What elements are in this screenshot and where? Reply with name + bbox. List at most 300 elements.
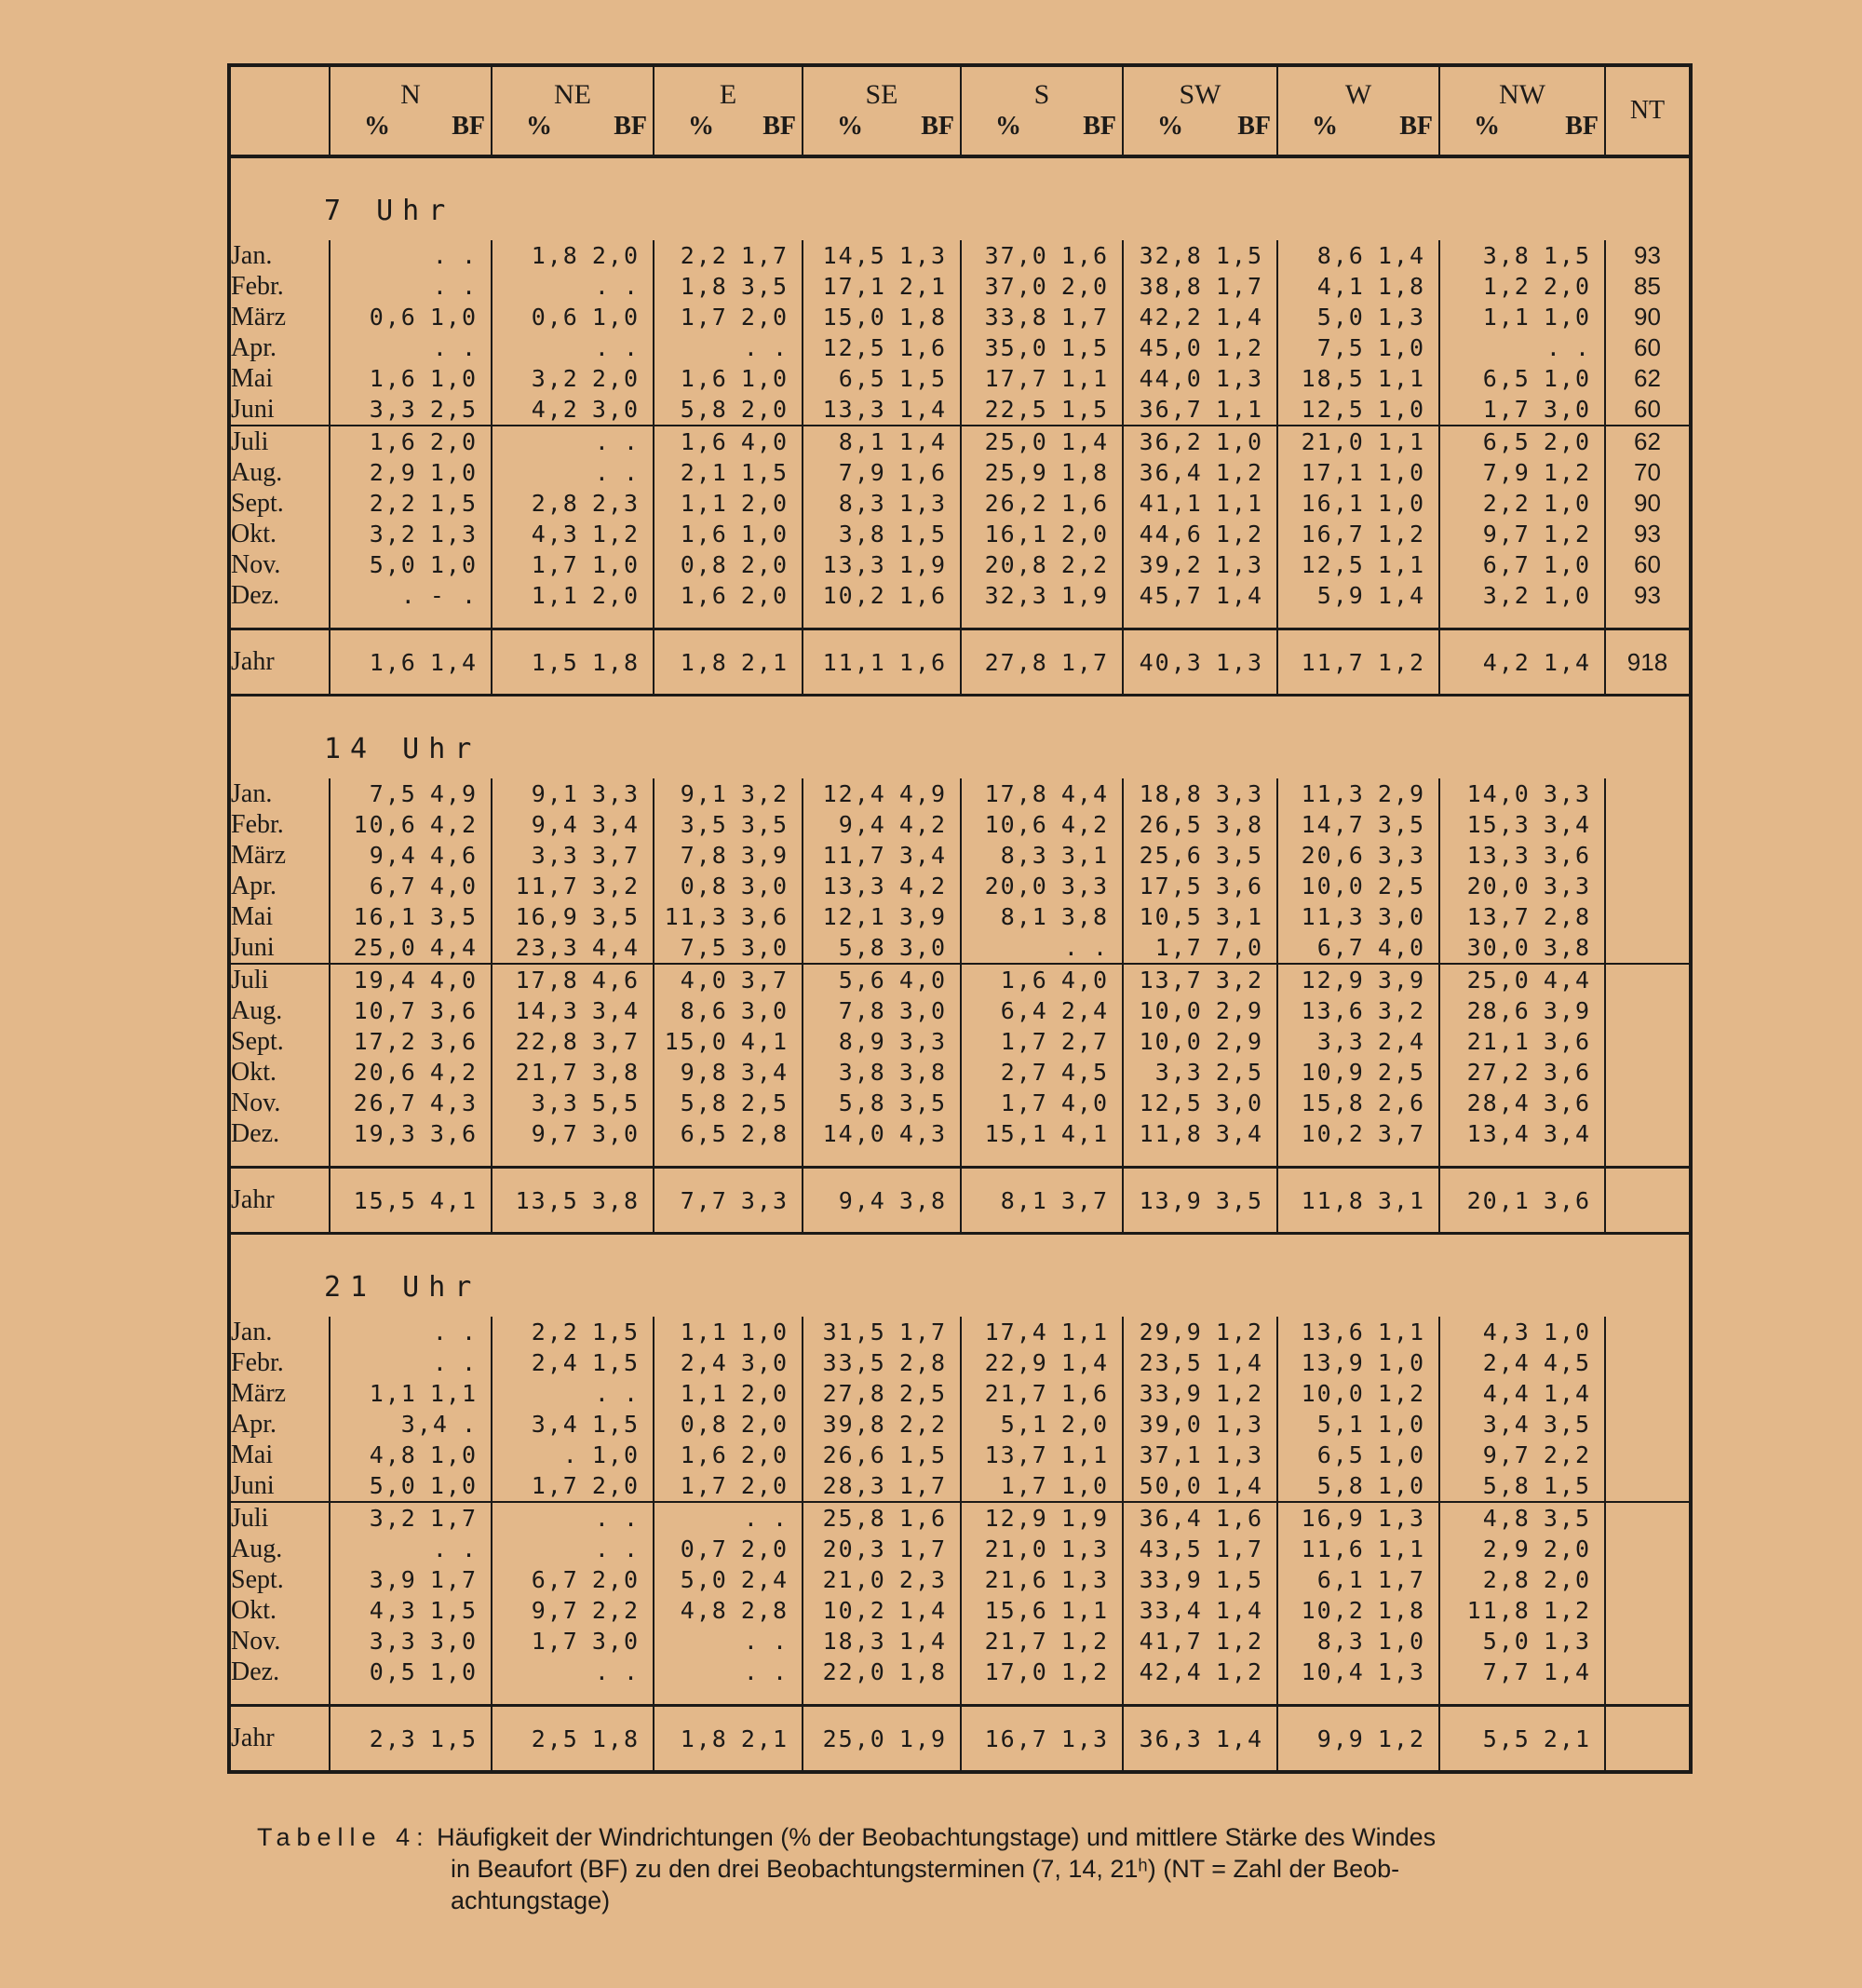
percent-value: 1,8 bbox=[680, 1724, 728, 1752]
bf-value: 1,1 bbox=[1060, 365, 1109, 392]
percent-value: 42,2 bbox=[1139, 304, 1203, 331]
value-cell bbox=[330, 426, 492, 457]
percent-value: . bbox=[400, 582, 417, 609]
value-pair bbox=[1278, 871, 1438, 901]
value-cell bbox=[803, 1088, 961, 1118]
value-cell bbox=[1123, 1534, 1277, 1564]
percent-value: 43,5 bbox=[1139, 1535, 1203, 1562]
bf-value: 1,6 bbox=[898, 648, 947, 676]
value-pair bbox=[1278, 649, 1438, 676]
percent-value: 10,9 bbox=[1301, 1059, 1365, 1086]
bf-value: 1,3 bbox=[1215, 648, 1263, 676]
month-label: Okt. bbox=[229, 1595, 330, 1626]
value-pair bbox=[962, 1118, 1122, 1149]
bf-value: . bbox=[772, 334, 789, 361]
percent-value: 19,3 bbox=[353, 1120, 417, 1147]
bf-value: 3,0 bbox=[740, 997, 789, 1024]
bf-value: 1,7 bbox=[1215, 273, 1263, 300]
value-pair bbox=[803, 840, 960, 871]
value-cell bbox=[803, 1118, 961, 1149]
value-pair bbox=[654, 457, 802, 488]
percent-value: 5,1 bbox=[1000, 1411, 1048, 1438]
bf-value: 4,4 bbox=[1543, 967, 1591, 994]
value-cell bbox=[1439, 457, 1605, 488]
bf-value: 1,0 bbox=[591, 304, 640, 331]
value-cell bbox=[961, 1626, 1123, 1657]
bf-value: 3,5 bbox=[1543, 1505, 1591, 1532]
header-direction bbox=[961, 65, 1123, 156]
bf-value: 1,0 bbox=[740, 521, 789, 548]
bf-value: 3,5 bbox=[1377, 811, 1425, 838]
bf-value: 4,0 bbox=[429, 872, 478, 899]
value-pair bbox=[492, 932, 653, 963]
nt-value bbox=[1605, 1317, 1691, 1347]
value-cell bbox=[330, 1378, 492, 1409]
spacer-cell bbox=[1123, 611, 1277, 629]
value-cell bbox=[961, 809, 1123, 840]
value-cell bbox=[654, 302, 803, 332]
percent-value: 5,0 bbox=[1482, 1628, 1531, 1655]
value-cell bbox=[961, 580, 1123, 611]
value-pair bbox=[1124, 965, 1276, 995]
bf-label: BF bbox=[1083, 112, 1116, 141]
bf-value: 1,7 bbox=[1060, 304, 1109, 331]
value-cell bbox=[961, 519, 1123, 549]
percent-value: 6,5 bbox=[1482, 365, 1531, 392]
month-label: Sept. bbox=[229, 488, 330, 519]
bf-value: 3,7 bbox=[1060, 1186, 1109, 1214]
value-pair bbox=[1124, 426, 1276, 457]
value-pair bbox=[1278, 965, 1438, 995]
value-pair bbox=[962, 1317, 1122, 1347]
bf-value: 1,2 bbox=[1377, 1380, 1425, 1407]
bf-value: 2,2 bbox=[898, 1411, 947, 1438]
table-row bbox=[229, 1026, 1691, 1057]
percent-value: 6,5 bbox=[838, 365, 886, 392]
bf-value: 3,0 bbox=[429, 1628, 478, 1655]
bf-value: 1,8 bbox=[591, 1724, 640, 1752]
value-cell bbox=[492, 1168, 654, 1234]
value-cell bbox=[654, 871, 803, 901]
percent-value: 25,8 bbox=[822, 1505, 886, 1532]
value-cell bbox=[961, 1657, 1123, 1687]
bf-value: 1,1 bbox=[1215, 396, 1263, 423]
value-cell bbox=[654, 549, 803, 580]
percent-value: 16,9 bbox=[1301, 1505, 1365, 1532]
bf-value: 4,9 bbox=[429, 780, 478, 807]
value-pair bbox=[1440, 240, 1604, 271]
value-pair bbox=[803, 363, 960, 394]
value-pair bbox=[1124, 1626, 1276, 1657]
bf-value: 3,0 bbox=[591, 1120, 640, 1147]
percent-value: 2,9 bbox=[369, 459, 417, 486]
percent-label: % bbox=[837, 112, 863, 141]
bf-value: 1,0 bbox=[740, 1319, 789, 1346]
value-pair bbox=[962, 1057, 1122, 1088]
spacer-cell bbox=[1439, 611, 1605, 629]
spacer-cell bbox=[229, 611, 330, 629]
value-cell bbox=[492, 1347, 654, 1378]
value-pair bbox=[803, 488, 960, 519]
percent-value: 1,6 bbox=[369, 428, 417, 455]
bf-value: 3,3 bbox=[1543, 872, 1591, 899]
value-cell bbox=[654, 488, 803, 519]
value-cell bbox=[961, 1026, 1123, 1057]
bf-value: 1,0 bbox=[1060, 1472, 1109, 1499]
value-pair bbox=[331, 426, 491, 457]
spacer-cell bbox=[961, 1149, 1123, 1168]
value-cell bbox=[1439, 1534, 1605, 1564]
value-pair bbox=[1440, 1725, 1604, 1752]
percent-value: 3,3 bbox=[1154, 1059, 1203, 1086]
bf-value: 2,3 bbox=[898, 1566, 947, 1593]
value-pair bbox=[1124, 649, 1276, 676]
value-pair bbox=[492, 1440, 653, 1470]
percent-value: 1,2 bbox=[1482, 273, 1531, 300]
percent-value: 10,0 bbox=[1301, 1380, 1365, 1407]
bf-value: 3,4 bbox=[591, 811, 640, 838]
percent-value: 10,7 bbox=[353, 997, 417, 1024]
bf-label: BF bbox=[1399, 112, 1433, 141]
value-cell bbox=[1123, 271, 1277, 302]
spacer-cell bbox=[330, 1149, 492, 1168]
value-pair bbox=[654, 649, 802, 676]
value-cell bbox=[961, 363, 1123, 394]
value-cell bbox=[492, 778, 654, 809]
bf-value: 3,5 bbox=[1543, 1411, 1591, 1438]
bf-value: . bbox=[461, 1535, 478, 1562]
bf-value: 2,0 bbox=[740, 1411, 789, 1438]
percent-value: 1,7 bbox=[1000, 1089, 1048, 1116]
bf-value: 1,7 bbox=[1215, 1535, 1263, 1562]
percent-value: 13,4 bbox=[1466, 1120, 1531, 1147]
month-label: März bbox=[229, 840, 330, 871]
percent-value: 17,0 bbox=[984, 1658, 1048, 1685]
bf-value: 2,8 bbox=[740, 1597, 789, 1624]
spacer-cell bbox=[1439, 1149, 1605, 1168]
value-pair bbox=[331, 1187, 491, 1214]
value-cell bbox=[1123, 871, 1277, 901]
percent-value: 10,2 bbox=[1301, 1120, 1365, 1147]
month-label: Aug. bbox=[229, 457, 330, 488]
value-cell bbox=[1277, 809, 1439, 840]
percent-value: 8,6 bbox=[1316, 242, 1365, 269]
value-cell bbox=[1439, 1317, 1605, 1347]
value-pair bbox=[1124, 549, 1276, 580]
value-pair bbox=[1124, 488, 1276, 519]
value-pair bbox=[331, 1595, 491, 1626]
percent-value: 13,3 bbox=[822, 551, 886, 578]
value-cell bbox=[1123, 1168, 1277, 1234]
value-cell bbox=[803, 1470, 961, 1502]
percent-value: 10,6 bbox=[984, 811, 1048, 838]
value-cell bbox=[803, 629, 961, 696]
month-label: Okt. bbox=[229, 519, 330, 549]
bf-value: 1,2 bbox=[1377, 648, 1425, 676]
percent-value: 10,0 bbox=[1139, 1028, 1203, 1055]
bf-value: 1,7 bbox=[898, 1472, 947, 1499]
percent-value: 1,7 bbox=[1154, 934, 1203, 961]
table-row bbox=[229, 1626, 1691, 1657]
value-cell bbox=[1277, 271, 1439, 302]
percent-value: 3,8 bbox=[838, 521, 886, 548]
bf-value: 1,0 bbox=[1377, 1441, 1425, 1468]
month-label: Aug. bbox=[229, 1534, 330, 1564]
percent-value: 8,9 bbox=[838, 1028, 886, 1055]
bf-value: 3,8 bbox=[1060, 903, 1109, 930]
value-pair bbox=[803, 549, 960, 580]
header-direction bbox=[654, 65, 803, 156]
value-pair bbox=[1440, 363, 1604, 394]
value-pair bbox=[492, 1564, 653, 1595]
percent-value: 4,3 bbox=[1482, 1319, 1531, 1346]
value-cell bbox=[492, 1317, 654, 1347]
percent-value: 3,3 bbox=[531, 1089, 579, 1116]
bf-value: 1,3 bbox=[1215, 1441, 1263, 1468]
value-cell bbox=[654, 778, 803, 809]
month-label: Jahr bbox=[229, 1706, 330, 1773]
percent-value: 21,7 bbox=[984, 1628, 1048, 1655]
section-heading-row bbox=[229, 156, 1691, 240]
value-pair bbox=[1440, 549, 1604, 580]
value-cell bbox=[1277, 332, 1439, 363]
bf-value: 1,2 bbox=[591, 521, 640, 548]
value-pair bbox=[1278, 332, 1438, 363]
value-pair bbox=[331, 302, 491, 332]
percent-value: 41,7 bbox=[1139, 1628, 1203, 1655]
value-pair bbox=[1124, 457, 1276, 488]
value-pair bbox=[1440, 901, 1604, 932]
nt-value: 60 bbox=[1634, 333, 1661, 361]
nt-value bbox=[1605, 964, 1691, 995]
subheader bbox=[962, 111, 1122, 142]
value-pair bbox=[331, 1317, 491, 1347]
bf-value: 1,4 bbox=[1060, 428, 1109, 455]
percent-value: 1,6 bbox=[680, 582, 728, 609]
value-pair bbox=[1124, 240, 1276, 271]
bf-value: 1,5 bbox=[591, 1319, 640, 1346]
bf-value: 1,8 bbox=[1060, 459, 1109, 486]
percent-value: . bbox=[432, 1349, 449, 1376]
value-pair bbox=[1124, 1347, 1276, 1378]
percent-value: 11,7 bbox=[822, 842, 886, 869]
bf-value: . bbox=[772, 1505, 789, 1532]
value-pair bbox=[1124, 332, 1276, 363]
value-pair bbox=[962, 332, 1122, 363]
value-pair bbox=[803, 965, 960, 995]
bf-value: 3,0 bbox=[740, 872, 789, 899]
value-cell bbox=[492, 1088, 654, 1118]
percent-value: 37,1 bbox=[1139, 1441, 1203, 1468]
percent-value: 5,0 bbox=[680, 1566, 728, 1593]
value-cell bbox=[961, 1534, 1123, 1564]
value-cell bbox=[1123, 549, 1277, 580]
bf-value: 2,7 bbox=[1060, 1028, 1109, 1055]
value-pair bbox=[331, 363, 491, 394]
value-pair bbox=[803, 995, 960, 1026]
direction-label: N bbox=[400, 79, 421, 110]
percent-value: 5,1 bbox=[1316, 1411, 1365, 1438]
percent-value: 8,3 bbox=[1316, 1628, 1365, 1655]
value-pair bbox=[1124, 778, 1276, 809]
bf-value: 3,3 bbox=[898, 1028, 947, 1055]
value-cell bbox=[1123, 1347, 1277, 1378]
value-pair bbox=[331, 932, 491, 963]
percent-value: 16,1 bbox=[984, 521, 1048, 548]
percent-value: 5,5 bbox=[1482, 1724, 1531, 1752]
value-pair bbox=[962, 1725, 1122, 1752]
value-cell bbox=[492, 1706, 654, 1773]
nt-value: 918 bbox=[1605, 629, 1691, 696]
bf-value: 1,5 bbox=[898, 1441, 947, 1468]
value-cell bbox=[492, 871, 654, 901]
section-heading-cell bbox=[229, 156, 1691, 240]
month-label: März bbox=[229, 1378, 330, 1409]
value-pair bbox=[492, 271, 653, 302]
value-pair bbox=[1278, 1317, 1438, 1347]
value-cell bbox=[654, 629, 803, 696]
table-row bbox=[229, 549, 1691, 580]
percent-value: 0,7 bbox=[680, 1535, 728, 1562]
percent-value: 15,3 bbox=[1466, 811, 1531, 838]
value-pair bbox=[331, 488, 491, 519]
bf-value: 3,3 bbox=[1377, 842, 1425, 869]
value-pair bbox=[1440, 1564, 1604, 1595]
value-pair bbox=[962, 549, 1122, 580]
value-pair bbox=[654, 995, 802, 1026]
bf-value: 2,0 bbox=[591, 1566, 640, 1593]
bf-value: 2,5 bbox=[1377, 872, 1425, 899]
bf-value: 3,1 bbox=[1377, 1186, 1425, 1214]
value-pair bbox=[962, 778, 1122, 809]
bf-value: 1,3 bbox=[1060, 1535, 1109, 1562]
month-label: Apr. bbox=[229, 332, 330, 363]
bf-value: 1,8 bbox=[898, 304, 947, 331]
subheader bbox=[1124, 111, 1276, 142]
value-cell bbox=[803, 1317, 961, 1347]
percent-value: . bbox=[1063, 934, 1080, 961]
value-pair bbox=[803, 1026, 960, 1057]
bf-value: 3,2 bbox=[591, 872, 640, 899]
percent-value: 27,8 bbox=[984, 648, 1048, 676]
value-pair bbox=[803, 1564, 960, 1595]
header-direction bbox=[1439, 65, 1605, 156]
value-cell bbox=[803, 1057, 961, 1088]
value-cell bbox=[330, 901, 492, 932]
percent-value: 1,1 bbox=[680, 1380, 728, 1407]
percent-value: 10,2 bbox=[822, 582, 886, 609]
value-cell bbox=[492, 1057, 654, 1088]
value-cell bbox=[1439, 1657, 1605, 1687]
bf-value: . bbox=[623, 459, 640, 486]
percent-value: . bbox=[743, 1505, 760, 1532]
spacer-cell bbox=[961, 1687, 1123, 1706]
bf-value: 4,0 bbox=[740, 428, 789, 455]
table-row bbox=[229, 1470, 1691, 1502]
value-cell bbox=[1439, 629, 1605, 696]
percent-value: . bbox=[432, 334, 449, 361]
value-cell bbox=[803, 240, 961, 271]
nt-value: 90 bbox=[1634, 303, 1661, 331]
value-cell bbox=[654, 394, 803, 426]
bf-value: 1,0 bbox=[429, 551, 478, 578]
percent-value: 20,8 bbox=[984, 551, 1048, 578]
bf-value: . bbox=[461, 242, 478, 269]
bf-value: 1,7 bbox=[1377, 1566, 1425, 1593]
percent-value: 1,7 bbox=[680, 1472, 728, 1499]
month-label: Mai bbox=[229, 901, 330, 932]
value-pair bbox=[1278, 271, 1438, 302]
percent-value: 10,0 bbox=[1139, 997, 1203, 1024]
percent-value: 7,8 bbox=[680, 842, 728, 869]
percent-value: 20,6 bbox=[353, 1059, 417, 1086]
percent-value: 1,6 bbox=[369, 365, 417, 392]
value-cell bbox=[1277, 932, 1439, 964]
value-cell bbox=[1123, 1706, 1277, 1773]
value-cell bbox=[961, 394, 1123, 426]
value-cell bbox=[654, 1088, 803, 1118]
percent-value: 15,0 bbox=[822, 304, 886, 331]
value-cell bbox=[1277, 1470, 1439, 1502]
percent-value: 17,4 bbox=[984, 1319, 1048, 1346]
percent-value: 36,3 bbox=[1139, 1724, 1203, 1752]
header-row bbox=[229, 65, 1691, 156]
subheader bbox=[1278, 111, 1438, 142]
percent-label: % bbox=[526, 112, 552, 141]
value-pair bbox=[803, 1595, 960, 1626]
percent-value: 36,7 bbox=[1139, 396, 1203, 423]
percent-value: 15,0 bbox=[664, 1028, 728, 1055]
bf-value: 1,5 bbox=[898, 521, 947, 548]
value-cell bbox=[961, 840, 1123, 871]
value-cell bbox=[1277, 519, 1439, 549]
bf-value: 1,3 bbox=[1060, 1566, 1109, 1593]
percent-value: 13,9 bbox=[1301, 1349, 1365, 1376]
value-cell bbox=[961, 995, 1123, 1026]
value-cell bbox=[654, 1657, 803, 1687]
bf-value: . bbox=[1092, 934, 1109, 961]
value-pair bbox=[803, 271, 960, 302]
bf-value: 2,1 bbox=[1543, 1724, 1591, 1752]
value-pair bbox=[654, 1057, 802, 1088]
percent-value: 13,7 bbox=[1139, 967, 1203, 994]
value-pair bbox=[1124, 1088, 1276, 1118]
percent-value: 0,8 bbox=[680, 551, 728, 578]
bf-value: 3,4 bbox=[740, 1059, 789, 1086]
value-pair bbox=[1440, 332, 1604, 363]
value-pair bbox=[492, 1026, 653, 1057]
value-pair bbox=[654, 965, 802, 995]
bf-value: 1,4 bbox=[898, 1628, 947, 1655]
bf-value: 1,8 bbox=[591, 648, 640, 676]
percent-value: 1,6 bbox=[369, 648, 417, 676]
month-label: Nov. bbox=[229, 1088, 330, 1118]
value-pair bbox=[1440, 1347, 1604, 1378]
percent-value: 11,7 bbox=[515, 872, 579, 899]
spacer-cell bbox=[492, 1687, 654, 1706]
percent-value: 38,8 bbox=[1139, 273, 1203, 300]
value-pair bbox=[962, 901, 1122, 932]
bf-value: . bbox=[623, 273, 640, 300]
percent-value: 2,5 bbox=[531, 1724, 579, 1752]
value-cell bbox=[961, 1118, 1123, 1149]
value-cell bbox=[803, 1564, 961, 1595]
value-cell bbox=[803, 1534, 961, 1564]
percent-value: 14,7 bbox=[1301, 811, 1365, 838]
bf-value: 3,5 bbox=[898, 1089, 947, 1116]
value-pair bbox=[1278, 488, 1438, 519]
nt-value bbox=[1605, 1118, 1691, 1149]
